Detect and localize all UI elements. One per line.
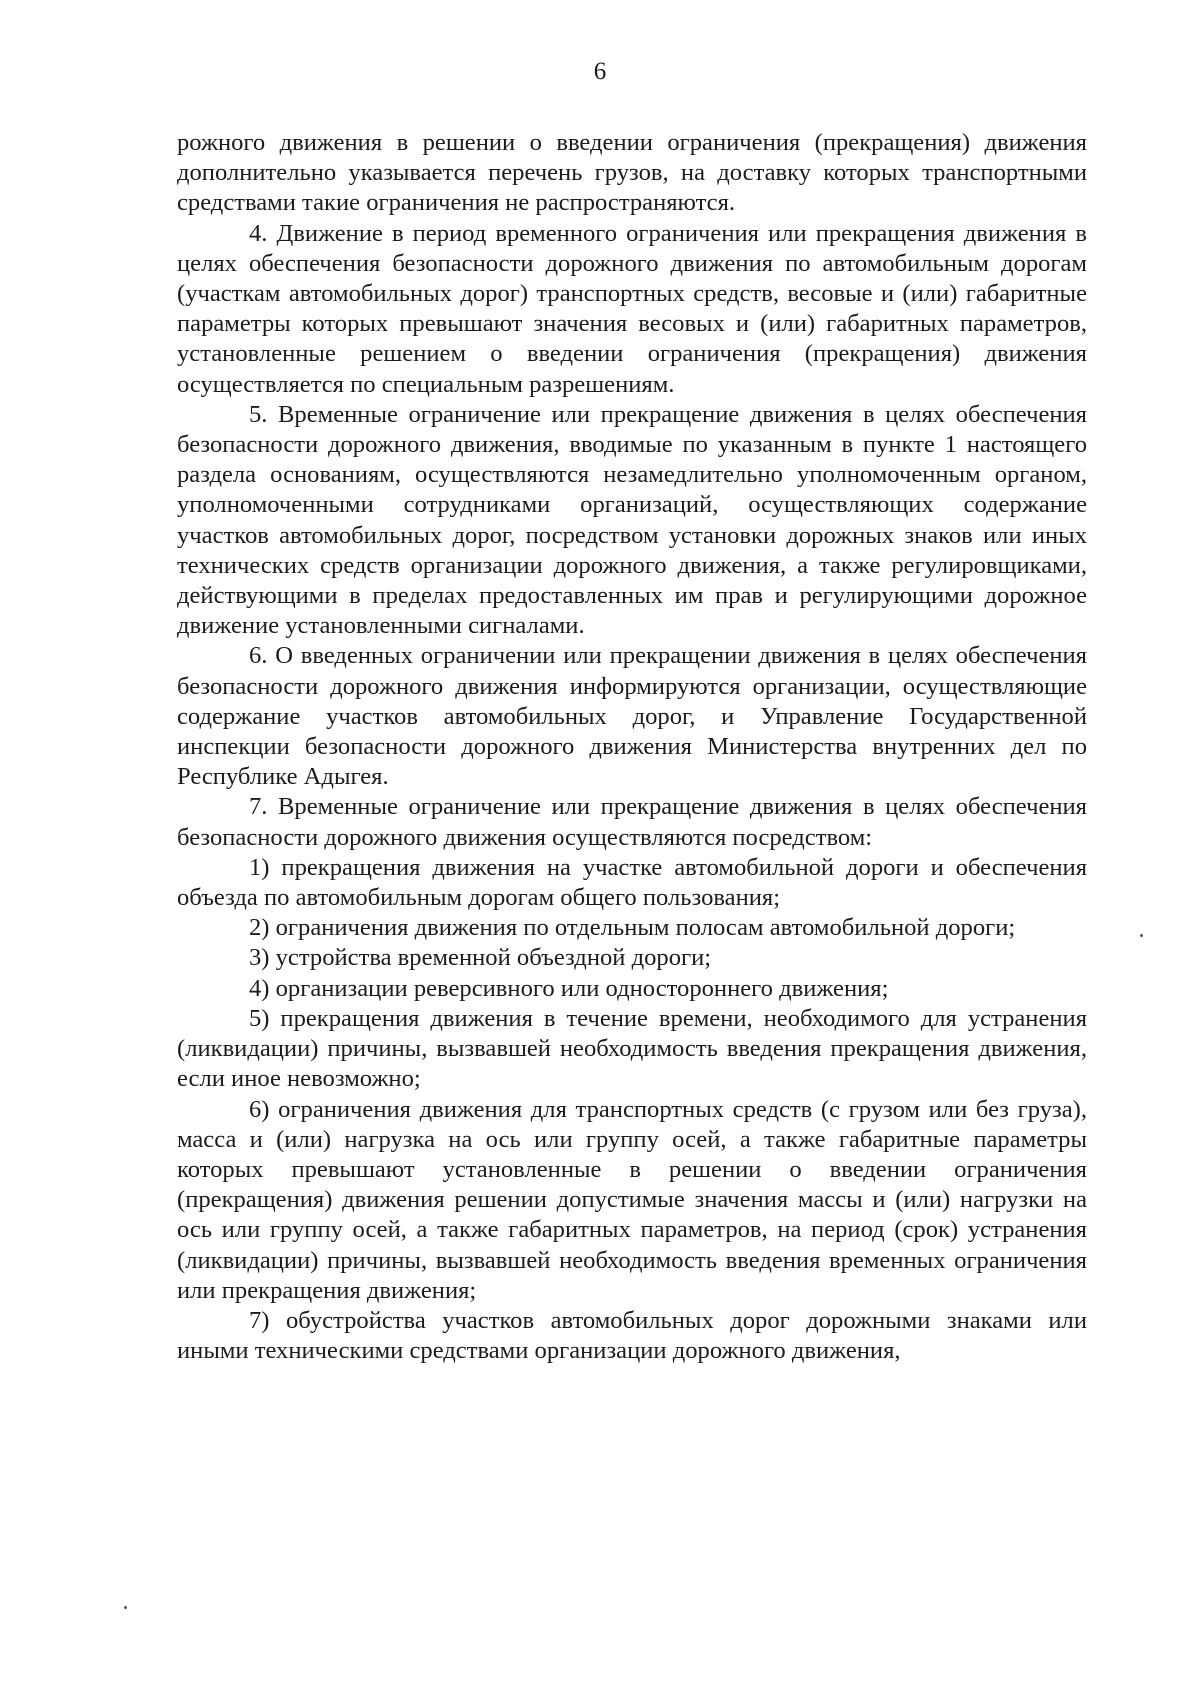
scan-speck (1140, 934, 1143, 937)
list-item-7: 7) обустройства участков автомобильных дорог дорожными знаками или иными техническими средствами организации дорожного движения, (177, 1306, 1087, 1365)
list-item-3: 3) устройства временной объездной дороги; (249, 944, 712, 972)
paragraph-item-7: 7. Временные ограничение или прекращение движения в целях обеспечения безопасности дорожного движения осуществляются посредством: (177, 793, 1087, 851)
paragraph-item-6: 6. О введенных ограничении или прекращении движения в целях обеспечения безопасности дорожного движения информируются организации, осуществляющие содержание участков автомобильных дорог, и Управление Государственной инспекции безопасности дорожного движения Министерства внутренних дел по Республике Адыгея. (177, 642, 1087, 791)
paragraph-item-5: 5. Временные ограничение или прекращение движения в целях обеспечения безопасности дорожного движения, вводимые по указанным в пункте 1 настоящего раздела основаниям, осуществляются незамедлительно уполномоченным органом, уполномоченными сотрудниками организаций, осуществляющих содержание участков автомобильных дорог, посредством установки дорожных знаков или иных технических средств организации дорожного движения, а также регулировщиками, действующими в пределах предоставленных им прав и регулирующими дорожное движение установленными сигналами. (177, 400, 1087, 640)
document-body (177, 128, 1087, 1366)
paragraph-item-4: 4. Движение в период временного ограничения или прекращения движения в целях обеспечения безопасности дорожного движения по автомобильным дорогам (участкам автомобильных дорог) транспортных средств, весовые и (или) габаритные параметры которых превышают значения весовых и (или) габаритных параметров, установленные решением о введении ограничения (прекращения) движения осуществляется по специальным разрешениям. (177, 219, 1087, 398)
scan-speck (124, 1606, 127, 1609)
list-item-4: 4) организации реверсивного или одностороннего движения; (249, 974, 889, 1002)
list-item-1: 1) прекращения движения на участке автомобильной дороги и обеспечения объезда по автомобильным дорогам общего пользования; (177, 853, 1087, 912)
list-item-5: 5) прекращения движения в течение времени, необходимого для устранения (ликвидации) причины, вызвавшей необходимость введения прекращения движения, если иное невозможно; (177, 1004, 1087, 1093)
page-number: 6 (593, 58, 607, 85)
list-item-2: 2) ограничения движения по отдельным полосам автомобильной дороги; (249, 914, 1016, 942)
list-item-6: 6) ограничения движения для транспортных средств (с грузом или без груза), масса и (или) нагрузка на ось или группу осей, а также габаритные параметры которых превышают установленные в решении о введении ограничения (прекращения) движения решении допустимые значения массы и (или) нагрузки на ось или группу осей, а также габаритных параметров, на период (срок) устранения (ликвидации) причины, вызвавшей необходимость введения временных ограничения или прекращения движения; (177, 1095, 1087, 1304)
paragraph-continuation: рожного движения в решении о введении ограничения (прекращения) движения дополнительно указывается перечень грузов, на доставку которых транспортными средствами такие ограничения не распространяются. (177, 129, 1087, 217)
